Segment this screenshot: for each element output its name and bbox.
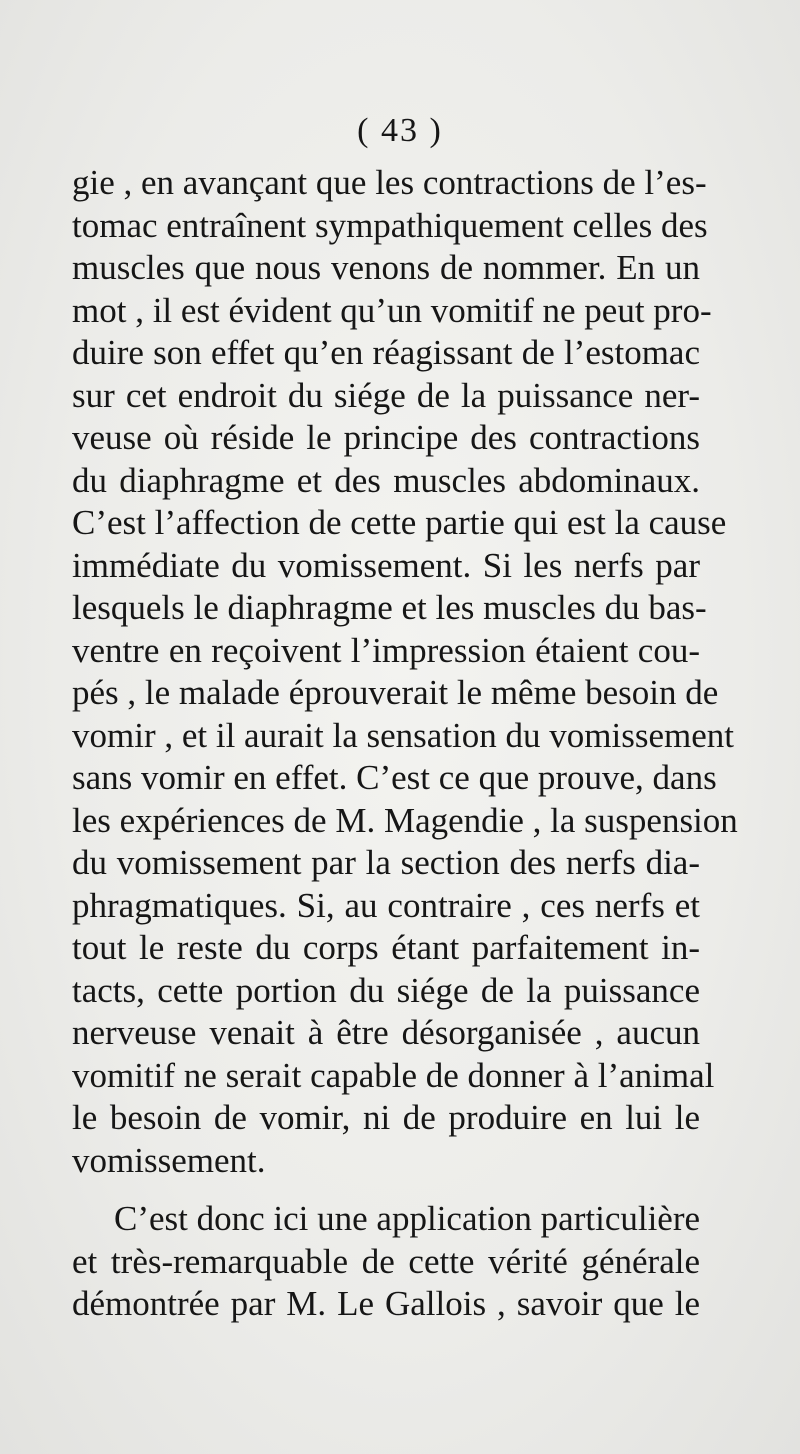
text-line: démontrée par M. Le Gallois , savoir que le (72, 1284, 700, 1323)
text-line: lesquels le diaphragme et les muscles du bas- (72, 588, 707, 627)
text-line: phragmatiques. Si, au contraire , ces nerfs et (72, 885, 700, 925)
text-line: du vomissement par la section des nerfs dia- (72, 843, 700, 882)
paragraph-1 (72, 162, 738, 1182)
text-line: les expériences de M. Magendie , la suspension (72, 800, 738, 840)
text-line: vomir , et il aurait la sensation du vomissement (72, 715, 734, 755)
text-line: sur cet endroit du siége de la puissance ner- (72, 375, 700, 415)
text-line: C’est l’affection de cette partie qui est la cause (72, 503, 727, 542)
text-line: et très-remarquable de cette vérité générale (72, 1241, 700, 1281)
text-line: vomitif ne serait capable de donner à l’animal (72, 1055, 715, 1095)
text-line: tacts, cette portion du siége de la puissance (72, 970, 700, 1010)
text-line: vomissement. (72, 1140, 266, 1180)
text-line: C’est donc ici une application particulière (114, 1199, 701, 1238)
text-line: muscles que nous venons de nommer. En un (72, 248, 700, 287)
text-line: du diaphragme et des muscles abdominaux. (72, 460, 700, 500)
text-line: duire son effet qu’en réagissant de l’estomac (72, 333, 700, 372)
text-line: tomac entraînent sympathiquement celles des (72, 205, 708, 245)
text-line: nerveuse venait à être désorganisée , aucun (72, 1013, 700, 1052)
paragraph-gap (72, 1182, 700, 1198)
text-line: gie , en avançant que les contractions de l’es- (72, 163, 707, 202)
text-line: tout le reste du corps étant parfaitement in- (72, 928, 700, 967)
text-line: veuse où réside le principe des contractions (72, 418, 700, 457)
text-line: immédiate du vomissement. Si les nerfs par (72, 545, 700, 585)
text-line: pés , le malade éprouverait le même besoin de (72, 673, 719, 712)
paragraph-2 (72, 1198, 700, 1326)
text-line: ventre en reçoivent l’impression étaient cou- (72, 630, 700, 670)
text-line: le besoin de vomir, ni de produire en lui le (72, 1098, 700, 1137)
page-number: ( 43 ) (357, 112, 443, 149)
text-line: mot , il est évident qu’un vomitif ne peut pro- (72, 290, 712, 330)
text-line: sans vomir en effet. C’est ce que prouve, dans (72, 758, 717, 797)
body-text (72, 162, 738, 1326)
